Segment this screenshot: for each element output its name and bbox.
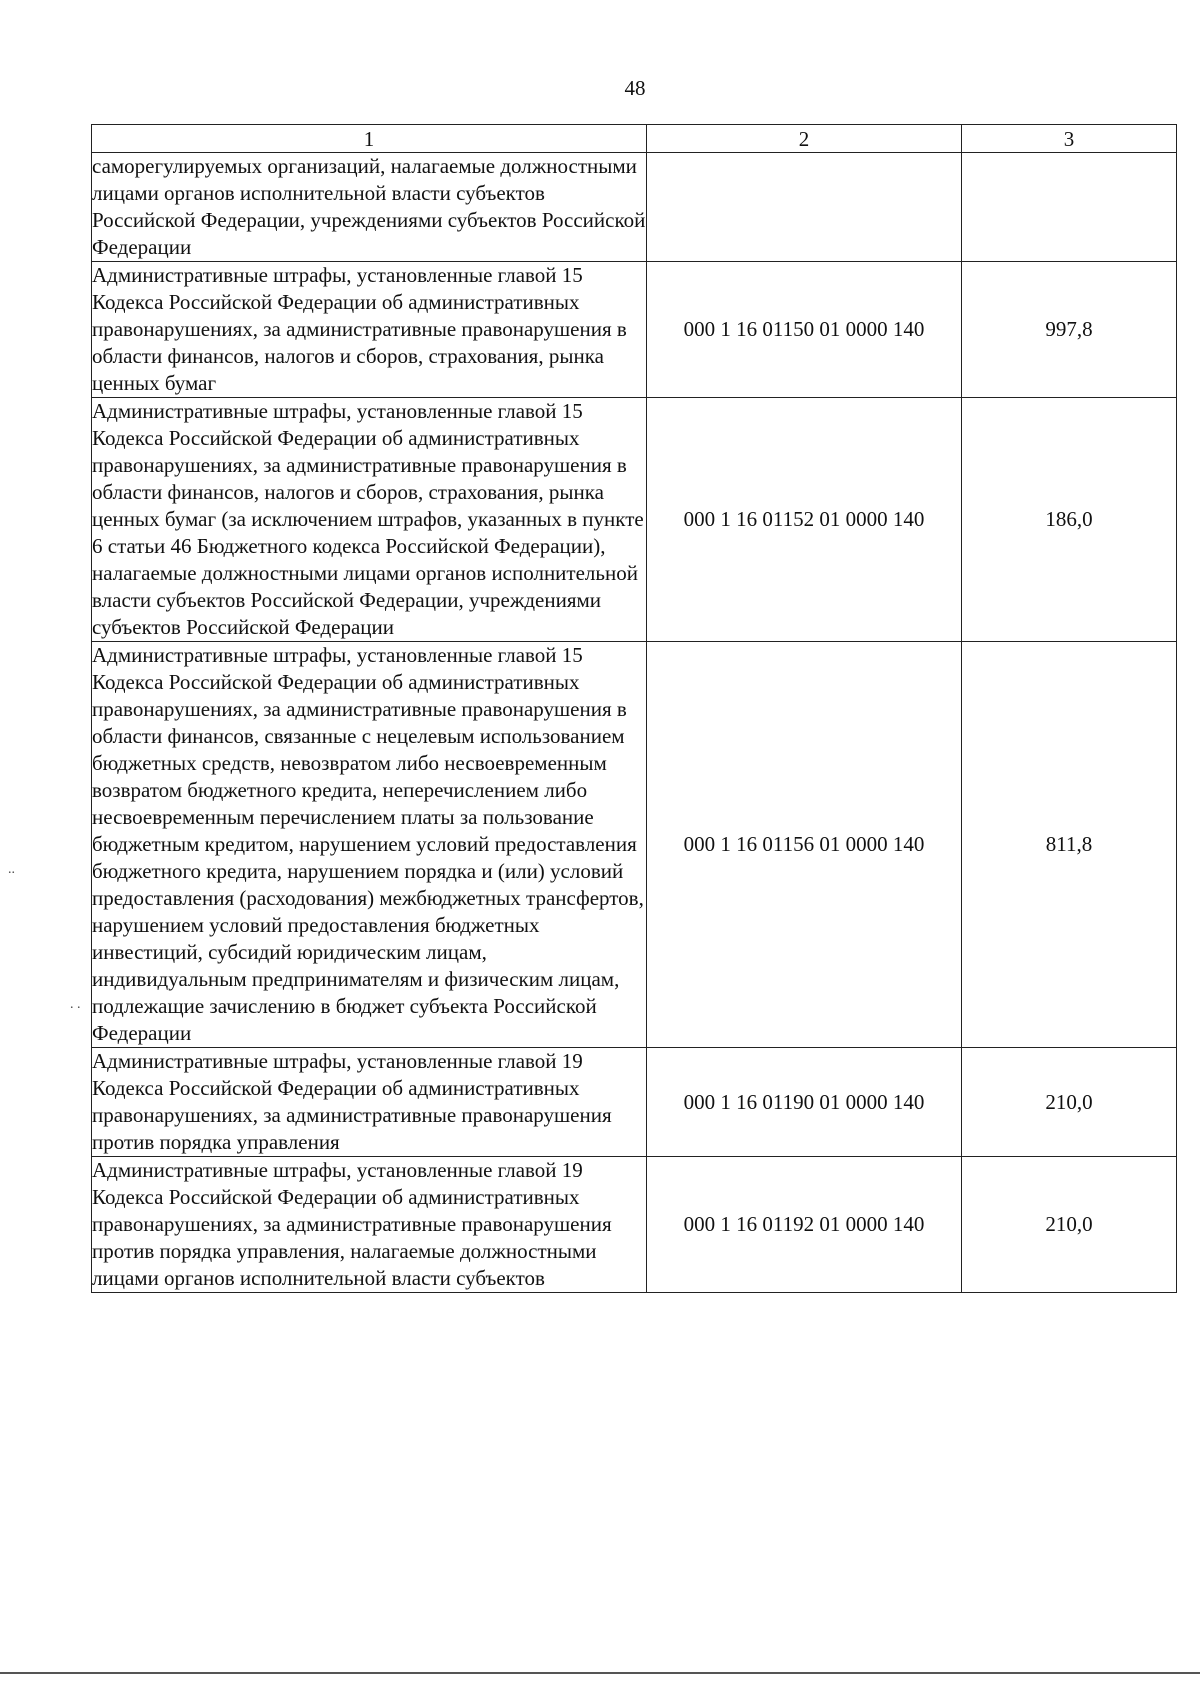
row-description: саморегулируемых организаций, налагаемые должностными лицами органов исполнительной власти субъектов Российской Федерации, учреждениями субъектов Российской Федерации bbox=[92, 153, 647, 262]
budget-table bbox=[91, 124, 1177, 1293]
row-description: Административные штрафы, установленные главой 15 Кодекса Российской Федерации об административных правонарушениях, за административные правонарушения в области финансов, налогов и сборов, страхования, рынка ценных бумаг bbox=[92, 262, 647, 398]
scan-speck: .. bbox=[8, 862, 15, 877]
row-amount: 811,8 bbox=[962, 642, 1177, 1048]
row-code: 000 1 16 01152 01 0000 140 bbox=[647, 398, 962, 642]
table-row bbox=[92, 1157, 1177, 1293]
row-amount: 210,0 bbox=[962, 1157, 1177, 1293]
row-description: Административные штрафы, установленные главой 15 Кодекса Российской Федерации об административных правонарушениях, за административные правонарушения в области финансов, связанные с нецелевым использованием бюджетных средств, невозвратом либо несвоевременным возвратом бюджетного кредита, неперечислением либо несвоевременным перечислением платы за пользование бюджетным кредитом, нарушением условий предоставления бюджетного кредита, нарушением порядка и (или) условий предоставления (расходования) межбюджетных трансфертов, нарушением условий предоставления бюджетных инвестиций, субсидий юридическим лицам, индивидуальным предпринимателям и физическим лицам, подлежащие зачислению в бюджет субъекта Российской Федерации bbox=[92, 642, 647, 1048]
column-header-2: 2 bbox=[647, 125, 962, 153]
row-description: Административные штрафы, установленные главой 19 Кодекса Российской Федерации об административных правонарушениях, за административные правонарушения против порядка управления, налагаемые должностными лицами органов исполнительной власти субъектов bbox=[92, 1157, 647, 1293]
table-row bbox=[92, 1048, 1177, 1157]
scan-speck: . . bbox=[70, 997, 81, 1012]
bottom-rule bbox=[0, 1672, 1200, 1674]
table-row bbox=[92, 642, 1177, 1048]
column-header-1: 1 bbox=[92, 125, 647, 153]
row-code: 000 1 16 01156 01 0000 140 bbox=[647, 642, 962, 1048]
table-row bbox=[92, 398, 1177, 642]
row-amount: 210,0 bbox=[962, 1048, 1177, 1157]
row-code: 000 1 16 01190 01 0000 140 bbox=[647, 1048, 962, 1157]
row-description: Административные штрафы, установленные главой 15 Кодекса Российской Федерации об административных правонарушениях, за административные правонарушения в области финансов, налогов и сборов, страхования, рынка ценных бумаг (за исключением штрафов, указанных в пункте 6 статьи 46 Бюджетного кодекса Российской Федерации), налагаемые должностными лицами органов исполнительной власти субъектов Российской Федерации, учреждениями субъектов Российской Федерации bbox=[92, 398, 647, 642]
table-header-row bbox=[92, 125, 1177, 153]
column-header-3: 3 bbox=[962, 125, 1177, 153]
row-description: Административные штрафы, установленные главой 19 Кодекса Российской Федерации об административных правонарушениях, за административные правонарушения против порядка управления bbox=[92, 1048, 647, 1157]
row-code: 000 1 16 01150 01 0000 140 bbox=[647, 262, 962, 398]
row-amount: 997,8 bbox=[962, 262, 1177, 398]
row-amount bbox=[962, 153, 1177, 262]
table-row bbox=[92, 262, 1177, 398]
row-amount: 186,0 bbox=[962, 398, 1177, 642]
table-row bbox=[92, 153, 1177, 262]
row-code bbox=[647, 153, 962, 262]
page-number: 48 bbox=[624, 76, 646, 100]
row-code: 000 1 16 01192 01 0000 140 bbox=[647, 1157, 962, 1293]
